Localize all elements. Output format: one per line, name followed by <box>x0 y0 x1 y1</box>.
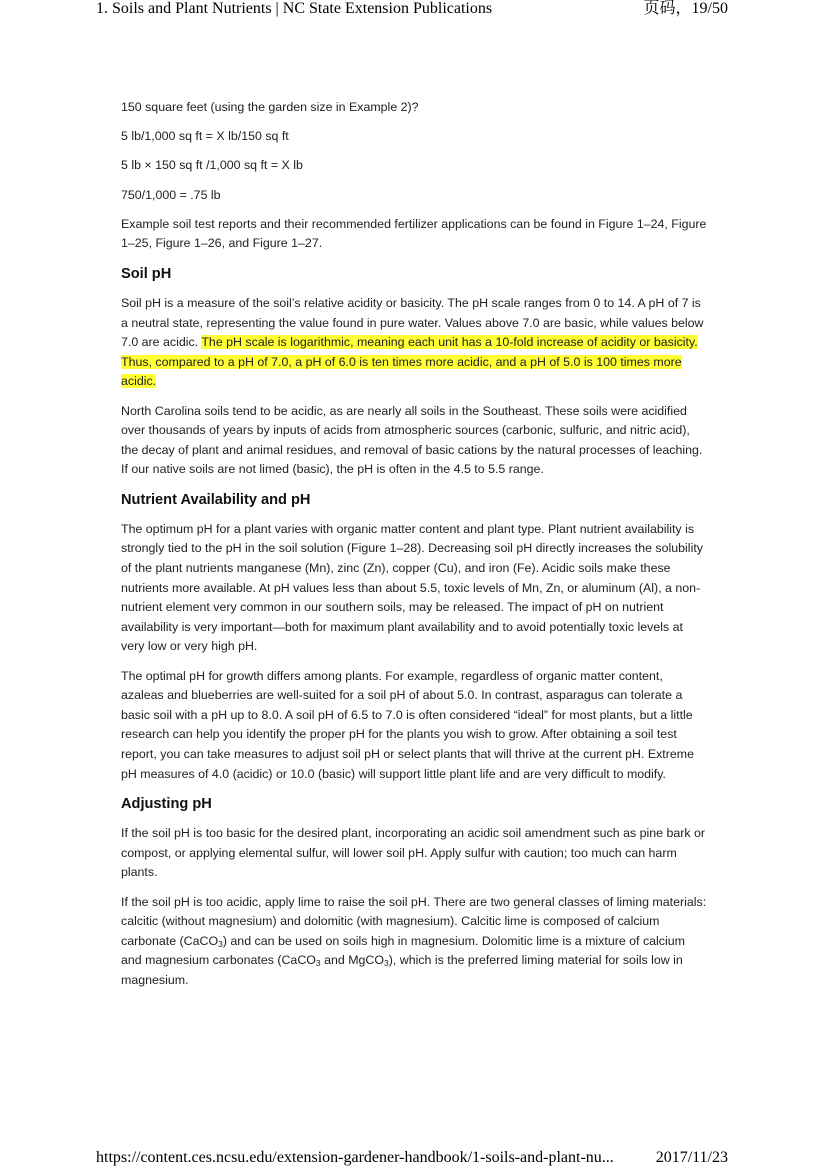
adjusting-paragraph-2 <box>121 893 707 991</box>
print-date: 2017/11/23 <box>655 1149 728 1166</box>
nutrient-availability-heading: Nutrient Availability and pH <box>121 491 311 508</box>
equation-3: 750/1,000 = .75 lb <box>121 187 221 202</box>
subscript: 3 <box>218 938 223 949</box>
adjusting-text-d: ), which is the preferred liming material for soils low in magnesium. <box>121 953 683 987</box>
adjusting-ph-heading: Adjusting pH <box>121 796 212 813</box>
equation-1: 5 lb/1,000 sq ft = X lb/150 sq ft <box>121 129 289 144</box>
document-title: 1. Soils and Plant Nutrients | NC State Extension Publications <box>96 0 493 17</box>
adjusting-paragraph-1: If the soil pH is too basic for the desired plant, incorporating an acidic soil amendment such as pine bark or compost, or applying elemental sulfur, will lower soil pH. Apply sulfur with caution; too much can harm plants. <box>121 826 706 880</box>
print-footer <box>96 1149 728 1169</box>
adjusting-text-c: and MgCO <box>320 953 384 968</box>
adjusting-text-a: If the soil pH is too acidic, apply lime to raise the soil pH. There are two general classes of liming materials: calcitic (without magnesium) and dolomitic (with magnesium). Calcitic lime is composed of calcium carbonate (CaCO <box>121 894 707 948</box>
source-url: https://content.ces.ncsu.edu/extension-gardener-handbook/1-soils-and-plant-nu... <box>96 1149 614 1166</box>
highlighted-text: The pH scale is logarithmic, meaning each unit has a 10-fold increase of acidity or basicity. Thus, compared to a pH of 7.0, a pH of 6.0 is ten times more acidic, and a pH of 5.0 is 100 times more acidic. <box>121 335 698 389</box>
soil-ph-heading: Soil pH <box>121 265 172 282</box>
equation-2: 5 lb × 150 sq ft /1,000 sq ft = X lb <box>121 158 303 173</box>
article-body <box>121 98 707 1000</box>
subscript: 3 <box>384 958 389 969</box>
print-header <box>96 0 728 22</box>
page-indicator: 页码，19/50 <box>643 0 728 17</box>
subscript: 3 <box>315 958 321 969</box>
nutrient-paragraph-1: The optimum pH for a plant varies with organic matter content and plant type. Plant nutrient availability is strongly tied to the pH in the soil solution (Figure 1–28). Decreasing soil pH directly increases the solubility of the plant nutrients manganese (Mn), zinc (Zn), copper (Cu), and iron (Fe). Acidic soils make these nutrients more available. At pH values less than about 5.5, toxic levels of Mn, Zn, or aluminum (Al), a non-nutrient element very common in our southern soils, may be released. The impact of pH on nutrient availability is very important—both for maximum plant availability and to avoid potentially toxic levels at very low or very high pH. <box>121 521 703 654</box>
soil-ph-paragraph-2: North Carolina soils tend to be acidic, as are nearly all soils in the Southeast. These soils were acidified over thousands of years by inputs of acids from atmospheric sources (carbonic, sulfuric, and nitric acid), the decay of plant and animal residues, and removal of basic cations by the natural processes of leaching. If our native soils are not limed (basic), the pH is often in the 4.5 to 5.5 range. <box>121 403 703 477</box>
example-reports-paragraph: Example soil test reports and their recommended fertilizer applications can be found in Figure 1–24, Figure 1–25, Figure 1–26, and Figure 1–27. <box>121 216 707 251</box>
intro-question: 150 square feet (using the garden size in Example 2)? <box>121 100 419 114</box>
adjusting-text-b: ) and can be used on soils high in magnesium. Dolomitic lime is a mixture of calcium and magnesium carbonates (CaCO <box>121 933 685 968</box>
soil-ph-paragraph-1 <box>121 294 707 392</box>
soil-ph-text: Soil pH is a measure of the soil’s relative acidity or basicity. The pH scale ranges from 0 to 14. A pH of 7 is a neutral state, representing the value found in pure water. Values above 7.0 are basic, while values below 7.0 are acidic. <box>121 295 704 350</box>
nutrient-paragraph-2: The optimal pH for growth differs among plants. For example, regardless of organic matter content, azaleas and blueberries are well-suited for a soil pH of about 5.0. In contrast, asparagus can tolerate a basic soil with a pH up to 8.0. A soil pH of 6.5 to 7.0 is often considered “ideal” for most plants, but a little research can help you identify the proper pH for the plants you wish to grow. After obtaining a soil test report, you can take measures to adjust soil pH or select plants that will thrive at the current pH. Extreme pH measures of 4.0 (acidic) or 10.0 (basic) will support little plant life and are very difficult to modify. <box>121 668 694 781</box>
